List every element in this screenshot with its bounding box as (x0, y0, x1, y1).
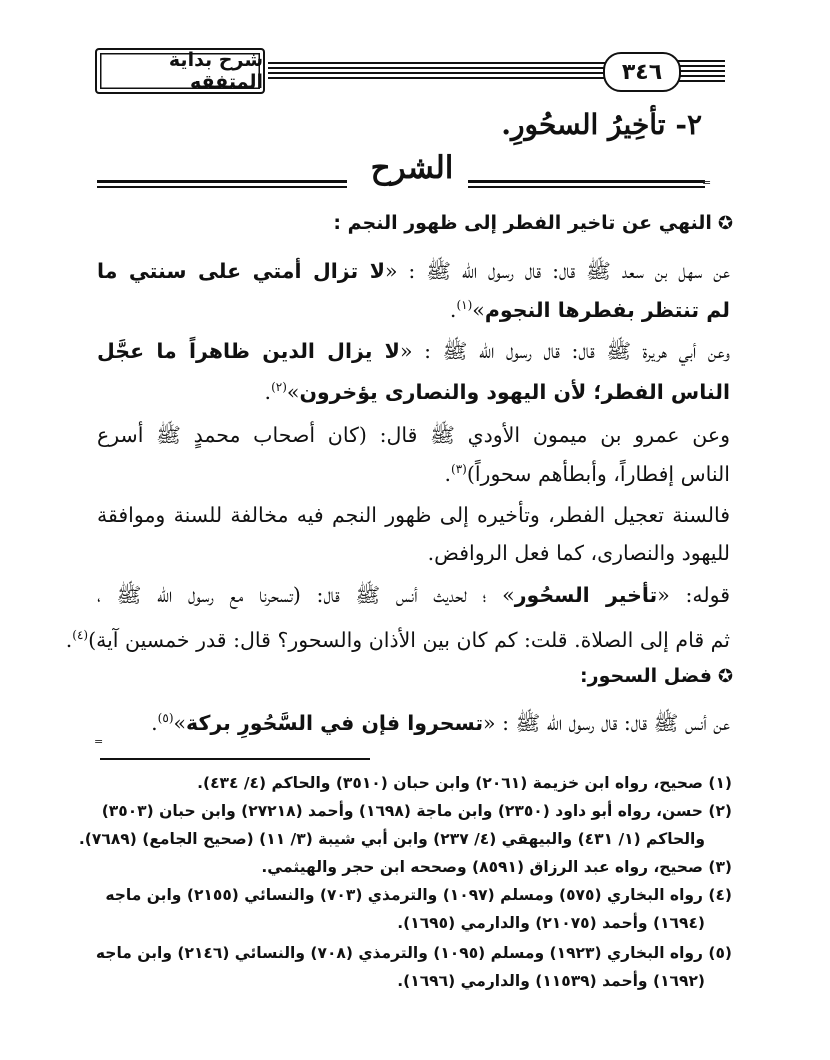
footnote-separator (100, 758, 370, 760)
heading-text: فضل السحور: (580, 665, 712, 687)
paragraph-line: وعن عمرو بن ميمون الأودي ﷺ قال: (كان أصحاب محمدٍ ﷺ أسرع (97, 423, 730, 447)
footnote-ref: (٣) (451, 462, 467, 476)
matn-item: ٢- تأخِيرُ السحُورِ. (501, 108, 702, 141)
footnote-5-cont: (١٦٩٢) وأحمد (١١٥٣٩) والدارمي (١٦٩٦). (397, 972, 705, 990)
footnote-ref: (١) (456, 298, 473, 312)
footnote-2: (٢) حسن، رواه أبو داود (٢٣٥٠) وابن ماجة (١٦٩٨) وأحمد (٢٧٢١٨) وابن حبان (٣٥٠٣) (101, 802, 732, 820)
paragraph-line: عن سهل بن سعد ﷺ قال: قال رسول الله ﷺ : «لا تزال أمتي على سنتي ما (97, 259, 730, 283)
page-number: ٣٤٦ (603, 52, 681, 92)
section-mark-left: = (94, 735, 104, 748)
footnote-ref: (٥) (157, 711, 174, 725)
header-rule (268, 62, 608, 84)
section-rule-left-thin (97, 186, 347, 188)
footnote-ref: (٤) (72, 628, 89, 642)
section-rule-right-thin (468, 186, 705, 188)
paragraph-line: عن أنس ﷺ قال: قال رسول الله ﷺ : «تسحروا فإن في السَّحُورِ بركة»$^{(٥)}$. (151, 710, 730, 735)
paragraph-line: لم تنتظر بفطرها النجوم»$^{(١)}$. (449, 297, 730, 322)
footnote-ref: (٢) (271, 380, 287, 394)
paragraph-line: وعن أبي هريرة ﷺ قال: قال رسول الله ﷺ : «لا يزال الدين ظاهراً ما عجَّل (97, 339, 730, 363)
footnote-5: (٥) رواه البخاري (١٩٢٣) ومسلم (١٠٩٥) والترمذي (٧٠٨) والنسائي (٢١٤٦) وابن ماجه (95, 944, 732, 962)
header-rule-right (675, 60, 725, 86)
footnote-4-cont: (١٦٩٤) وأحمد (٢١٠٧٥) والدارمي (١٦٩٥). (397, 914, 705, 932)
footnote-1: (١) صحيح، رواه ابن خزيمة (٢٠٦١) وابن حبان (٣٥١٠) والحاكم (٤/ ٤٣٤). (197, 774, 732, 792)
section-title: الشرح (370, 150, 454, 186)
heading-suhoor-virtue (580, 665, 733, 687)
section-mark-right: = (702, 176, 712, 189)
footnote-4: (٤) رواه البخاري (٥٧٥) ومسلم (١٠٩٧) والترمذي (٧٠٣) والنسائي (٢١٥٥) وابن ماجه (105, 886, 732, 904)
book-title: شرح بداية المتفقه (95, 48, 265, 94)
footnote-3: (٣) صحيح، رواه عبد الرزاق (٨٥٩١) وصححه ابن حجر والهيثمي. (261, 858, 732, 876)
paragraph-line: لليهود والنصارى، كما فعل الروافض. (427, 541, 730, 565)
heading-text: النهي عن تاخير الفطر إلى ظهور النجم : (333, 212, 712, 234)
paragraph-line: الناس الفطر؛ لأن اليهود والنصارى يؤخرون»$^{(٢)}$. (264, 379, 730, 404)
paragraph-line: قوله: «تأخير السحُور» ؛ لحديث أنس ﷺ قال: (تسحرنا مع رسول الله ﷺ ، (97, 583, 730, 607)
paragraph-line: ثم قام إلى الصلاة. قلت: كم كان بين الأذان والسحور؟ قال: قدر خمسين آية)$^{(٤)}$. (65, 627, 730, 652)
section-rule-right (468, 180, 705, 183)
paragraph-line: فالسنة تعجيل الفطر، وتأخيره إلى ظهور النجم فيه مخالفة للسنة وموافقة (97, 503, 730, 527)
paragraph-line: الناس إفطاراً، وأبطأهم سحوراً)$^{(٣)}$. (444, 461, 730, 486)
section-rule-left (97, 180, 347, 183)
footnote-2-cont: والحاكم (١/ ٤٣١) والبيهقي (٤/ ٢٣٧) وابن أبي شيبة (٣/ ١١) (صحيح الجامع) (٧٦٨٩). (78, 830, 705, 848)
heading-delay-iftar (333, 212, 733, 234)
star-icon: ✪ (717, 666, 733, 687)
star-icon: ✪ (717, 213, 733, 234)
